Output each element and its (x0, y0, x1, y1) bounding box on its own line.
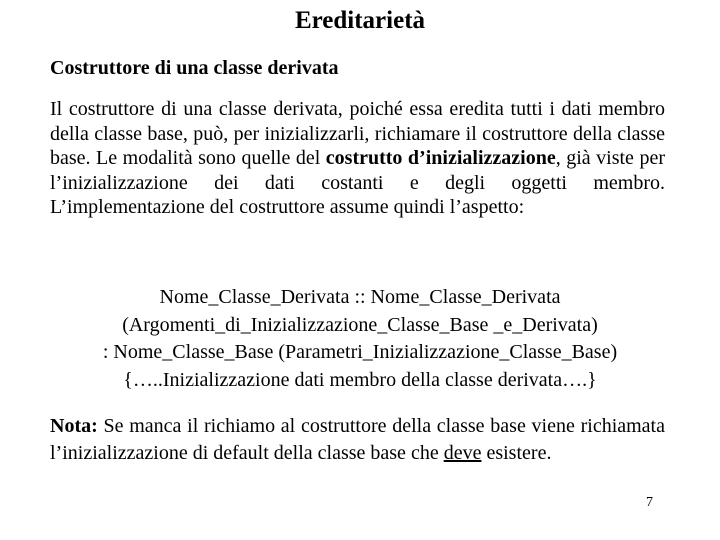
slide-subtitle: Costruttore di una classe derivata (50, 57, 339, 79)
paragraph-bold-term: costrutto d’inizializzazione (325, 147, 556, 170)
constructor-syntax (40, 284, 680, 394)
syntax-line-1: Nome_Classe_Derivata :: Nome_Classe_Derivata (159, 286, 561, 308)
paragraph-text-2: , già viste per l’inizializzazione dei dati costanti e degli oggetti membro. L’implementazione del costruttore assume quindi l’aspetto: (50, 147, 665, 219)
note-label: Nota: (50, 415, 98, 437)
syntax-line-2: (Argomenti_di_Inizializzazione_Classe_Base _e_Derivata) (122, 313, 598, 336)
paragraph-text-1: Il costruttore di una classe derivata, poiché essa eredita tutti i dati membro della classe base, può, per inizializzarli, richiamare il costruttore della classe base. Le modalità sono quelle del (50, 98, 665, 170)
syntax-line-4: {…..Inizializzazione dati membro della classe derivata….} (123, 368, 597, 391)
syntax-line-3: : Nome_Classe_Base (Parametri_Inizializzazione_Classe_Base) (102, 341, 618, 363)
body-paragraph (50, 97, 665, 220)
note-underlined-word: deve (443, 442, 482, 464)
page-number: 7 (646, 495, 653, 510)
slide-title: Ereditarietà (294, 7, 426, 34)
note-text-1: Se manca il richiamo al costruttore della classe base viene richiamata l’inizializzazione di default della classe base che (50, 415, 665, 464)
note-text-2: esistere. (481, 442, 552, 464)
note-paragraph (50, 413, 665, 467)
